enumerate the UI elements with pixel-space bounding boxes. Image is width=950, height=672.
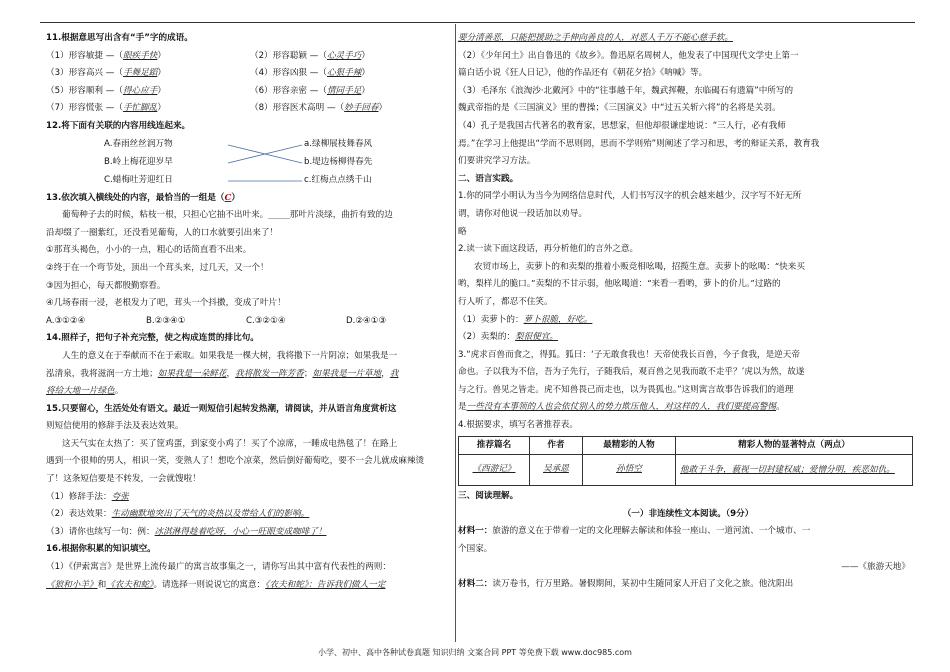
q11-prompt: （2）形容聪颖 —（ (250, 50, 327, 61)
q15-sub-1 (46, 489, 448, 507)
q12-right-item: a.绿柳展枝舞春风 (304, 138, 373, 149)
q15-title: 15.只要留心，生活处处有语文。最近一则短信引起转发热潮，请阅读，并从语言角度赏析这 (46, 403, 397, 414)
q13-passage: 葡萄种子去的时候，粘枝一根，只担心它抽不出叶来。_____那叶片淡绿，曲折有致的边 (62, 210, 393, 221)
q12-left-item: A.春雨丝丝润万物 (104, 138, 173, 149)
section-3-heading: 三、阅读理解。 (458, 491, 519, 502)
q11-answer: 得心应手 (122, 85, 158, 96)
q13-option: ②终于在一个弯节处，顶出一个茸头来，过几天，又一个！ (46, 262, 269, 273)
q11-close: ） (157, 103, 166, 114)
table-cell (583, 455, 676, 486)
q15-message: 了！这条短信要是不转发，一会就馊啦！ (46, 474, 201, 485)
top-rule (40, 22, 915, 23)
q11-prompt: （6）形容亲密 —（ (250, 85, 327, 96)
q11-close: ） (157, 50, 166, 61)
p2-label: （1）卖萝卜的： (458, 314, 524, 325)
table-cell-text: 《西游记》 (472, 464, 516, 475)
q11-answer: 眼疾手快 (122, 50, 158, 61)
material-1 (458, 523, 918, 541)
q11-title: 11.根据意思写出含有“手”字的成语。 (46, 33, 193, 43)
q13-title (46, 190, 448, 208)
q14-end: 。 (114, 386, 124, 397)
q11-answer: 心狠手辣 (326, 68, 362, 79)
q16-title: 16.根据你积累的知识填空。 (46, 544, 156, 555)
q14-text-3 (46, 383, 448, 401)
q14-answer: 我将散发一阵芳香 (235, 368, 304, 379)
q11-answer: 手忙脚乱 (122, 103, 158, 114)
q12-right-item: c.红梅点点绣千山 (304, 174, 372, 185)
q16-sub-2-cont: 篇白话小说《狂人日记》，他的作品还有《朝花夕拾》《呐喊》等。 (458, 68, 708, 79)
q15-sub-2 (46, 506, 448, 524)
right-column (458, 30, 918, 594)
p1-answer: 略 (458, 226, 467, 237)
q16-sub-2: （2）《少年闰土》出自鲁迅的《故乡》。鲁迅原名周树人，他发表了中国现代文学史上第一 (458, 50, 799, 61)
q16-sub-1-answer (46, 577, 448, 595)
q16-sub-3: （3）毛泽东《浪淘沙·北戴河》中的“往事越千年，魏武挥鞭，东临碣石有遗篇”中所写的 (458, 85, 794, 96)
subsection-1-heading: （一）非连续性文本阅读。（9分） (622, 508, 754, 519)
p1-text: 1.你的同学小明认为当今为网络信息时代，人们书写汉字的机会越来越少，汉字写不好无所 (458, 191, 802, 202)
q11-row-4 (46, 100, 448, 118)
q13-choice: B.②③④① (146, 315, 186, 326)
table-cell-text: 孙悟空 (616, 464, 642, 475)
q11-prompt: （4）形容凶狠 —（ (250, 68, 327, 79)
p3-end: 。 (776, 402, 785, 413)
p2-passage: 农贸市场上，卖萝卜的和卖梨的推着小贩竞相吆喝，招揽生意。卖萝卜的吆喝：“快来买 (474, 261, 805, 272)
p2-sub-2 (458, 329, 918, 347)
q11-row-1 (46, 48, 448, 66)
table-header: 推荐篇名 (459, 436, 530, 455)
q16-answer: 《狼和小羊》 (46, 579, 98, 590)
q14-text-2 (46, 366, 448, 384)
q15-sub-3 (46, 524, 448, 542)
q13-close: ） (231, 192, 240, 203)
material-text: 读万卷书，行万里路。暑假期间，某初中生随同家人开启了文化之旅。他沈阳出 (492, 579, 794, 590)
table-cell-text: 他敢于斗争，藐视一切封建权威；爱憎分明，疾恶如仇。 (680, 465, 895, 476)
p2-passage: 哟，梨样儿的脆口。”卖梨的不甘示弱，他吆喝道：“来看一看哟，萝卜的价儿。”过路的 (458, 279, 781, 290)
material-1-source: ——《旅游天地》 (841, 561, 910, 572)
column-divider (455, 24, 456, 642)
section-2-heading: 二、语言实践。 (458, 173, 519, 184)
table-header-row (459, 436, 913, 455)
left-column (46, 30, 448, 594)
q11-close: ） (157, 85, 166, 96)
q11-row-3 (46, 83, 448, 101)
q16-answer: 《农夫和蛇》 (106, 579, 154, 590)
q13-text: 13.依次填入横线处的内容，最恰当的一组是（ (46, 192, 225, 203)
q16-and: 和 (97, 579, 107, 590)
q11-answer: 妙手回春 (344, 103, 379, 114)
table-cell-text: 吴承恩 (543, 464, 569, 475)
q13-option: ④几场春雨一浸，老根发力了吧，茸头一个抖擞，变成了叶片！ (46, 298, 286, 309)
q11-close: ） (157, 68, 166, 79)
q16-sub-4-cont: 焉。”在学习上他提出“学而不思则罔，思而不学则殆”则阐述了学习和思，考的辩证关系，教育我 (458, 138, 820, 149)
table-cell (676, 455, 913, 486)
q16-text: 。请选择一则说说它的寓意： (153, 579, 266, 590)
table-header: 最精彩的人物 (583, 436, 676, 455)
material-label: 材料一： (458, 526, 493, 537)
table-cell (530, 455, 583, 486)
q16-answer-cont: 要分清善恶，只能把援助之手伸向善良的人，对恶人千万不能心慈手软。 (458, 33, 734, 43)
q12-matching (46, 136, 448, 190)
q13-choice: A.③①②④ (46, 315, 86, 326)
q11-prompt: （5）形容顺利 —（ (46, 85, 123, 96)
q14-answer: 如果我是一朵鲜花 (157, 368, 227, 379)
q16-sub-3-cont: 魏武帝指的是《三国演义》里的曹操；《三国演义》中“过五关斩六将”的名将是关羽。 (458, 103, 781, 114)
q13-option: ③因为担心，每天都殷勤察看。 (46, 280, 166, 291)
q14-sep: ， (226, 368, 236, 379)
q12-right-item: b.堤边杨柳得春先 (304, 156, 373, 167)
q14-answer: 如果我是一片草地 (312, 368, 382, 379)
q13-passage: 沿却缀了一圈紫红，还没看见葡萄，人的口水就要引出来了！ (46, 227, 279, 238)
q11-close: ） (361, 85, 370, 96)
table-cell (459, 455, 530, 486)
material-text: 旅游的意义在于带着一定的文化理解去解读和体验一座山、一道河流、一个城市、一 (492, 526, 811, 537)
q15-message: 遇到一个很帅的男人，相识一笑，变熟人了！想吃个凉菜，然后倒好葡萄吃，要不一会儿就成麻辣烫 (46, 456, 425, 467)
q11-answer: 心灵手巧 (326, 50, 362, 61)
q14-text-part: 泓清泉，我将滋润一方土地； (46, 368, 158, 379)
p1-text-2: 谓，请你对他说一段话加以劝导。 (458, 208, 587, 219)
q15-message: 这天气实在太热了：买了筐鸡蛋，到家变小鸡了！买了个凉席，一睡成电热毯了！在路上 (62, 438, 398, 449)
q16-sub-4-end: 们要讲究学习方法。 (458, 156, 536, 167)
q12-title: 12.将下面有关联的内容用线连起来。 (46, 120, 191, 131)
q14-text: 人生的意义在于奉献而不在于索取。如果我是一棵大树，我将撒下一片阴凉；如果我是一 (62, 350, 398, 361)
p3-label: 是 (458, 402, 467, 413)
q13-option: ①那茸头褐色，小小的一点，粗心的话简直看不出来。 (46, 245, 252, 256)
p3-answer-line (458, 399, 918, 417)
q13-choices (46, 313, 448, 331)
q16-answer: 《农夫和蛇》：告诉我们做人一定 (265, 579, 386, 590)
q13-choice: C.③②①④ (246, 315, 286, 326)
q11-answer: 情同手足 (326, 85, 362, 96)
p3-text: 与之行。兽见之皆走。虎不知兽畏己而走也，以为畏狐也。”这则寓言故事告诉我们的道理 (458, 384, 794, 395)
recommendation-table (458, 436, 913, 487)
q11-close: ） (361, 50, 370, 61)
material-1-cont: 个国家。 (458, 544, 493, 555)
p3-text: 命也。子以我为不信，吾为子先行，子随我后，观百兽之见我而敢不走乎？’虎以为然，故遂 (458, 367, 805, 378)
q11-close: ） (361, 68, 370, 79)
p2-sub-1 (458, 312, 918, 330)
q11-prompt: （7）形容慌张 —（ (46, 103, 123, 114)
p2-passage: 行人听了，都忍不住笑。 (458, 296, 553, 307)
material-label: 材料二： (458, 579, 493, 590)
q14-answer: 我 (389, 368, 399, 379)
q12-connector-lines (226, 136, 306, 190)
q12-left-item: C.蜡梅吐芳迎红日 (104, 174, 173, 185)
material-2 (458, 576, 918, 594)
q15-answer: 夸张 (111, 491, 129, 502)
p2-answer: 萝卜很脆，好吃。 (523, 314, 593, 325)
q15-label: （1）修辞手法： (46, 491, 112, 502)
q14-title: 14.照样子，把句子补充完整，使之构成连贯的排比句。 (46, 333, 259, 344)
table-row (459, 455, 913, 486)
p3-answer: 一些没有本事领的人也会依仗别人的势力欺压他人，对这样的人，我们要提高警惕 (466, 402, 776, 413)
q13-choice: D.②④①③ (346, 315, 387, 326)
table-header: 精彩人物的显著特点（两点） (676, 436, 913, 455)
q11-prompt: （1）形容敏捷 —（ (46, 50, 123, 61)
table-header: 作者 (530, 436, 583, 455)
q13-answer: C (224, 192, 232, 203)
q11-prompt: （3）形容高兴 —（ (46, 68, 123, 79)
p4-text: 4.根据要求，填写名著推荐表。 (458, 420, 578, 431)
p2-answer: 梨很便宜。 (515, 332, 559, 343)
q14-sep: ， (381, 368, 390, 379)
q11-close: ） (378, 103, 388, 114)
q11-prompt: （8）形容医术高明 —（ (250, 103, 345, 114)
p3-text: 3.“虎求百兽而食之，得狐。狐曰：‘子无敢食我也！天帝使我长百兽，今子食我，是逆天帝 (458, 349, 800, 360)
p2-label: （2）卖梨的： (458, 332, 516, 343)
q14-answer: 将给大地一片绿色 (46, 386, 115, 397)
q15-label: （2）表达效果： (46, 509, 112, 520)
q11-answer: 手舞足蹈 (122, 68, 158, 79)
q16-sub-4: （4）孔子是我国古代著名的教育家，思想家，但他却很谦虚地说：“三人行，必有我师 (458, 120, 786, 131)
q15-answer: 冰淇淋得趁着吃呀，小心一旺眼变成咖啡了！ (154, 526, 327, 537)
q11-row-2 (46, 65, 448, 83)
q15-title-2: 则短信使用的修辞手法及表达效果。 (46, 421, 184, 432)
p2-text: 2.读一读下面这段话，再分析他们的言外之意。 (458, 244, 639, 255)
q12-left-item: B.岭上梅花迎岁早 (104, 156, 173, 167)
page-footer: 小学、初中、高中各种试卷真题 知识归纳 文案合同 PPT 等免费下载 www.doc985.com (318, 648, 632, 657)
q16-sub-1: （1）《伊索寓言》是世界上流传最广的寓言故事集之一，请你写出其中富有代表性的两则： (46, 562, 391, 573)
q15-label: （3）请你也续写一句：例： (46, 526, 155, 537)
q15-answer: 生动幽默地突出了天气的炎热以及带给人们的影响。 (111, 509, 310, 520)
q14-sep: ； (303, 368, 313, 379)
